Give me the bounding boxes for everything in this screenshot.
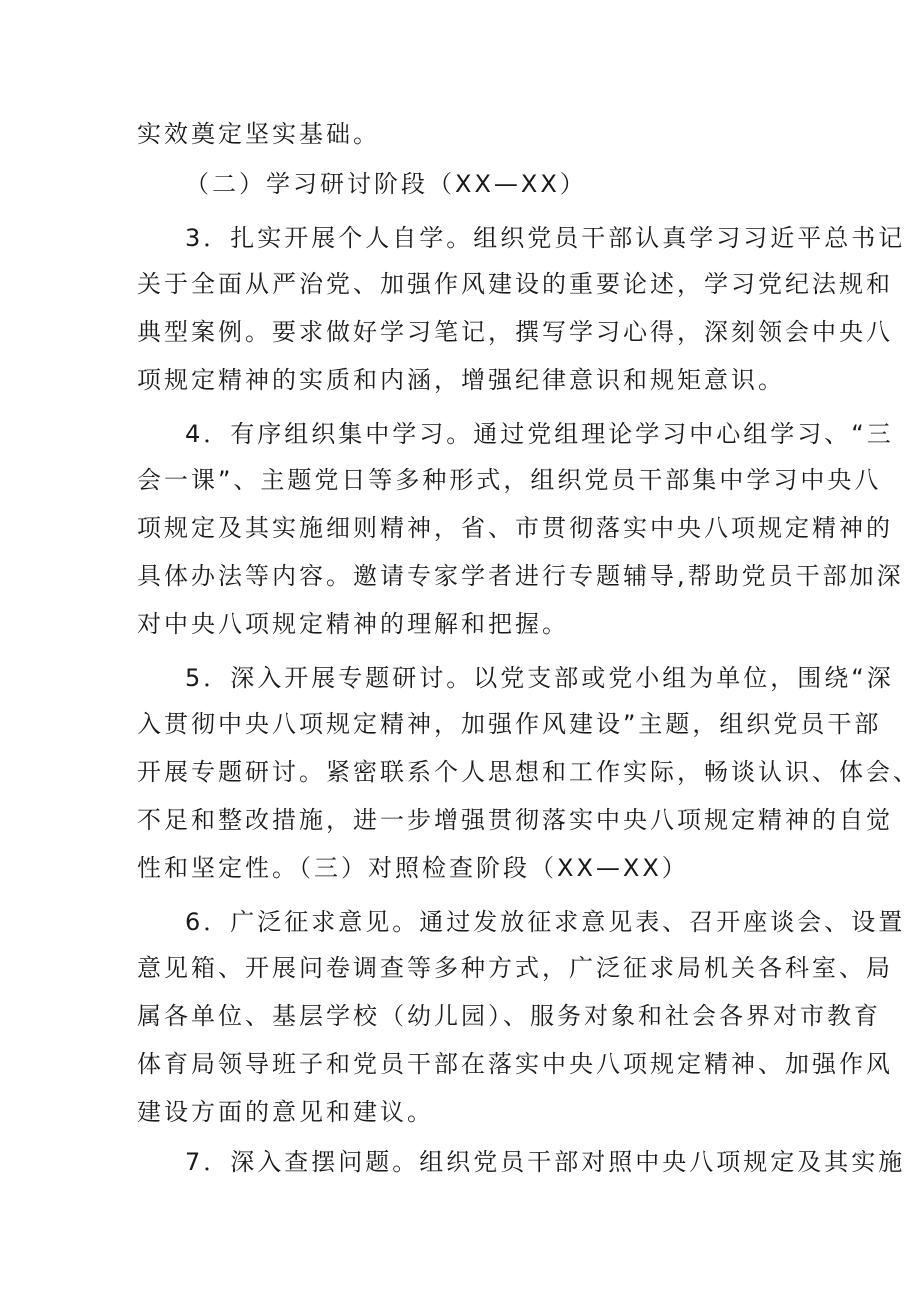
paragraph-item-3-line: 3．扎实开展个人自学。组织党员干部认真学习习近平总书记	[185, 224, 906, 252]
paragraph-item-5-line: 5．深入开展专题研讨。以党支部或党小组为单位，围绕“深	[185, 664, 894, 692]
text-line: 入贯彻中央八项规定精神，加强作风建设”主题，组织党员干部	[137, 710, 882, 738]
text-line: 不足和整改措施，进一步增强贯彻落实中央八项规定精神的自觉	[137, 806, 893, 834]
text-line: 性和坚定性。（三）对照检查阶段（XX—XX）	[137, 854, 689, 882]
text-line: 体育局领导班子和党员干部在落实中央八项规定精神、加强作风	[137, 1050, 893, 1078]
text-line: 意见箱、开展问卷调查等多种方式，广泛征求局机关各科室、局	[137, 954, 893, 982]
text-line: 关于全面从严治党、加强作风建设的重要论述，学习党纪法规和	[137, 270, 893, 298]
text-line: 建设方面的意见和建议。	[137, 1098, 434, 1126]
text-line: 属各单位、基层学校（幼儿园）、服务对象和社会各界对市教育	[137, 1002, 881, 1030]
text-line: 典型案例。要求做好学习笔记，撰写学习心得，深刻领会中央八	[137, 318, 893, 346]
text-line: 对中央八项规定精神的理解和把握。	[137, 610, 569, 638]
section-heading: （二）学习研讨阶段（XX—XX）	[185, 170, 587, 198]
text-line: 会一课”、主题党日等多种形式，组织党员干部集中学习中央八	[137, 466, 882, 494]
paragraph-item-7-line: 7．深入查摆问题。组织党员干部对照中央八项规定及其实施	[185, 1148, 906, 1176]
text-line: 项规定精神的实质和内涵，增强纪律意识和规矩意识。	[137, 366, 785, 394]
paragraph-item-4-line: 4．有序组织集中学习。通过党组理论学习中心组学习、“三	[185, 420, 894, 448]
text-line: 具体办法等内容。邀请专家学者进行专题辅导,帮助党员干部加深	[137, 562, 904, 590]
paragraph-item-6-line: 6．广泛征求意见。通过发放征求意见表、召开座谈会、设置	[185, 908, 906, 936]
text-line: 实效奠定坚实基础。	[137, 120, 380, 148]
text-line: 开展专题研讨。紧密联系个人思想和工作实际，畅谈认识、体会、	[137, 758, 920, 786]
text-line: 项规定及其实施细则精神，省、市贯彻落实中央八项规定精神的	[137, 514, 893, 542]
